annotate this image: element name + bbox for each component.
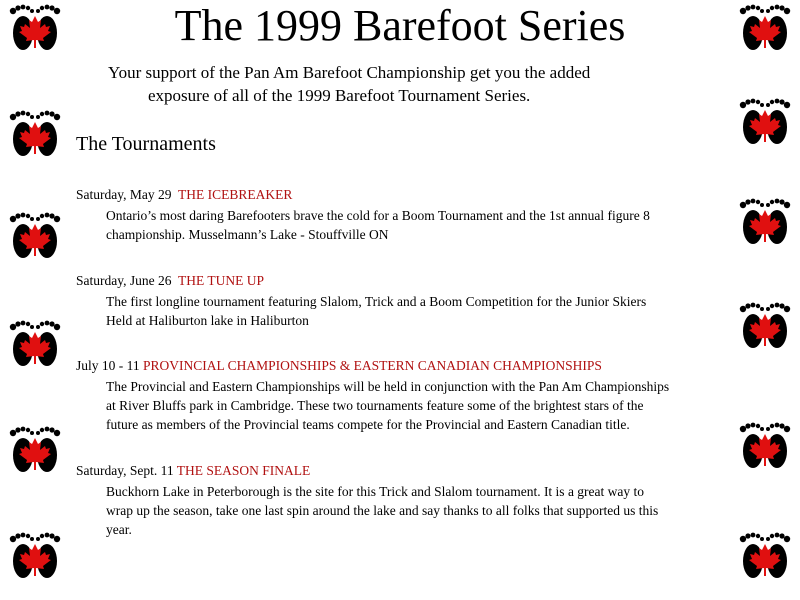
event-name: THE ICEBREAKER — [178, 187, 293, 202]
section-heading: The Tournaments — [76, 133, 216, 155]
event-description-line: wrap up the season, take one last spin around the lake and say thanks to all folks that supported us this — [106, 503, 659, 518]
event-name: THE SEASON FINALE — [176, 463, 311, 478]
event-description-line: The Provincial and Eastern Championships will be held in conjunction with the Pan Am Championships — [106, 379, 670, 394]
event-description-line: future as members of the Provincial teams compete for the Provincial and Eastern Canadian title. — [106, 417, 630, 432]
event-provincial-championships — [76, 357, 776, 434]
intro-text — [108, 61, 688, 107]
intro-line: exposure of all of the 1999 Barefoot Tournament Series. — [148, 86, 531, 105]
barefoot-maple-leaf-icon — [8, 108, 62, 158]
event-tune-up — [76, 272, 776, 330]
event-description-line: championship. Musselmann’s Lake - Stouffville ON — [106, 227, 389, 242]
event-description — [106, 482, 776, 539]
event-date: Saturday, June 26 — [76, 273, 172, 288]
event-description-line: year. — [106, 522, 132, 537]
barefoot-maple-leaf-icon — [8, 318, 62, 368]
event-icebreaker — [76, 186, 776, 244]
event-description — [106, 377, 776, 434]
event-date: Saturday, Sept. 11 — [76, 463, 174, 478]
event-name: THE TUNE UP — [178, 273, 264, 288]
event-description-line: at River Bluffs park in Cambridge. These two tournaments feature some of the brightest stars of the — [106, 398, 644, 413]
barefoot-maple-leaf-icon — [8, 424, 62, 474]
page-title: The 1999 Barefoot Series — [174, 1, 626, 50]
event-header — [76, 357, 776, 374]
event-date: Saturday, May 29 — [76, 187, 172, 202]
event-description-line: Ontario’s most daring Barefooters brave the cold for a Boom Tournament and the 1st annual figure 8 — [106, 208, 650, 223]
barefoot-maple-leaf-icon — [738, 96, 792, 146]
event-description-line: The first longline tournament featuring Slalom, Trick and a Boom Competition for the Junior Skiers — [106, 294, 647, 309]
event-description-line: Buckhorn Lake in Peterborough is the site for this Trick and Slalom tournament. It is a great way to — [106, 484, 645, 499]
event-name: PROVINCIAL CHAMPIONSHIPS & EASTERN CANADIAN CHAMPIONSHIPS — [143, 358, 602, 373]
intro-line: Your support of the Pan Am Barefoot Championship get you the added — [108, 63, 591, 82]
event-description-line: Held at Haliburton lake in Haliburton — [106, 313, 309, 328]
event-date: July 10 - 11 — [76, 358, 140, 373]
barefoot-maple-leaf-icon — [8, 530, 62, 580]
event-description — [106, 206, 776, 244]
event-season-finale — [76, 462, 776, 539]
barefoot-maple-leaf-icon — [8, 210, 62, 260]
event-header — [76, 272, 776, 289]
event-header — [76, 186, 776, 203]
event-description — [106, 292, 776, 330]
event-header — [76, 462, 776, 479]
